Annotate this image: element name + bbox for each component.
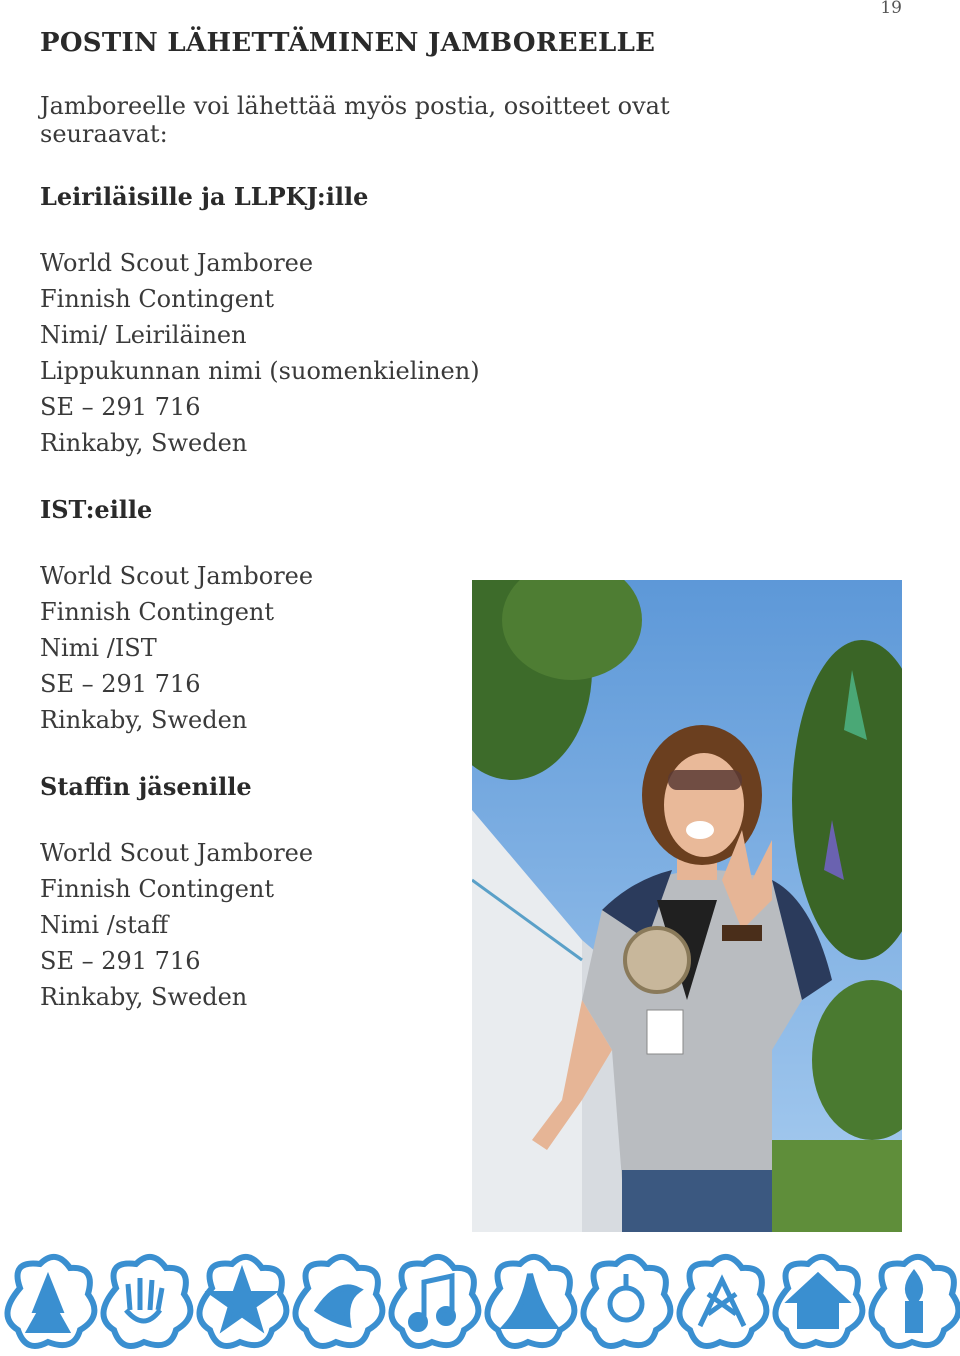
star-icon [199, 1257, 286, 1346]
intro-text: Jamboreelle voi lähettää myös postia, osoitteet ovat seuraavat: [40, 92, 670, 148]
dove-icon [295, 1257, 382, 1346]
hand-icon [103, 1257, 190, 1346]
icon-strip [0, 1250, 960, 1352]
page-number: 19 [880, 0, 902, 18]
address-line: SE – 291 716 [40, 393, 201, 421]
address-line: Nimi/ Leiriläinen [40, 321, 247, 349]
torch-icon [871, 1257, 958, 1346]
address-line: Lippukunnan nimi (suomenkielinen) [40, 357, 480, 385]
scout-photo [472, 580, 902, 1232]
address-line: SE – 291 716 [40, 947, 201, 975]
house-icon [775, 1257, 862, 1346]
address-line: Finnish Contingent [40, 875, 275, 903]
section-heading: Leiriläisille ja LLPKJ:ille [40, 182, 369, 211]
address-line: World Scout Jamboree [40, 562, 314, 590]
address-line: Nimi /staff [40, 911, 169, 939]
address-line: SE – 291 716 [40, 670, 201, 698]
music-icon [391, 1257, 478, 1346]
tree-icon [7, 1257, 94, 1346]
section-heading: IST:eille [40, 495, 153, 524]
address-line: Nimi /IST [40, 634, 157, 662]
address-line: Rinkaby, Sweden [40, 429, 248, 457]
address-line: Rinkaby, Sweden [40, 983, 248, 1011]
address-line: Finnish Contingent [40, 598, 275, 626]
address-line: World Scout Jamboree [40, 249, 314, 277]
address-line: World Scout Jamboree [40, 839, 314, 867]
address-section-campers [40, 182, 740, 461]
campfire-tent-icon [679, 1257, 766, 1346]
address-line: Rinkaby, Sweden [40, 706, 248, 734]
address-line: Finnish Contingent [40, 285, 275, 313]
tent-icon [487, 1257, 574, 1346]
page-title: POSTIN LÄHETTÄMINEN JAMBOREELLE [40, 28, 656, 58]
compass-icon [583, 1257, 670, 1346]
section-heading: Staffin jäsenille [40, 772, 252, 801]
